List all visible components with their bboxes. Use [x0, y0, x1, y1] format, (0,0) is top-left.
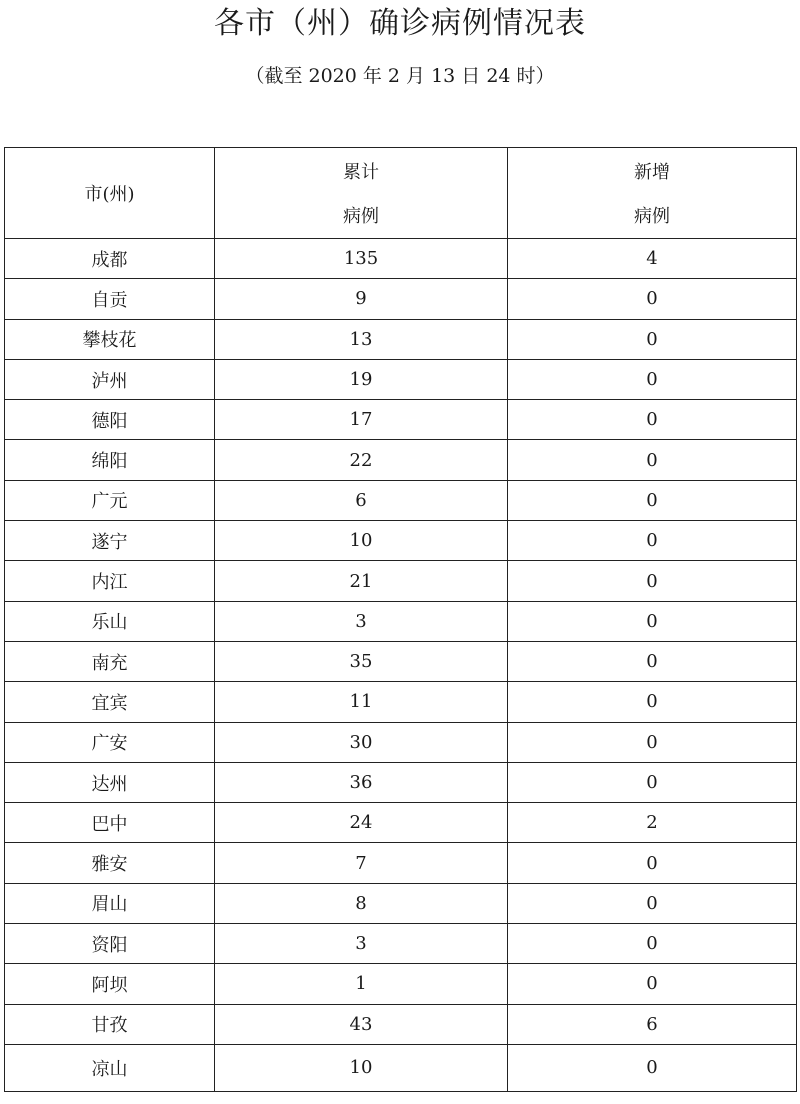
- table-row: [5, 964, 797, 1004]
- table-row: [5, 682, 797, 722]
- cell-new: 0: [508, 480, 797, 520]
- cell-city: 雅安: [5, 843, 215, 883]
- cell-new: 0: [508, 843, 797, 883]
- cell-cumulative: 3: [215, 601, 508, 641]
- cell-cumulative: 43: [215, 1004, 508, 1044]
- cell-city: 泸州: [5, 359, 215, 399]
- cell-city: 巴中: [5, 803, 215, 843]
- cell-city: 南充: [5, 641, 215, 681]
- cell-cumulative: 36: [215, 762, 508, 802]
- cell-new: 0: [508, 319, 797, 359]
- table-row: [5, 319, 797, 359]
- table-row: [5, 601, 797, 641]
- header-new: [508, 148, 797, 239]
- cell-city: 乐山: [5, 601, 215, 641]
- table-row: [5, 480, 797, 520]
- cell-cumulative: 10: [215, 1044, 508, 1091]
- table-row: [5, 279, 797, 319]
- table-row: [5, 641, 797, 681]
- cell-city: 资阳: [5, 924, 215, 964]
- header-cumulative-line1: 累计: [343, 162, 379, 183]
- cell-new: 0: [508, 924, 797, 964]
- cell-city: 达州: [5, 762, 215, 802]
- cell-city: 宜宾: [5, 682, 215, 722]
- table-row: [5, 762, 797, 802]
- cell-city: 绵阳: [5, 440, 215, 480]
- cell-cumulative: 3: [215, 924, 508, 964]
- cell-cumulative: 35: [215, 641, 508, 681]
- header-city-label: 市(州): [84, 184, 135, 205]
- cell-city: 遂宁: [5, 521, 215, 561]
- table-row: [5, 239, 797, 279]
- table-row: [5, 440, 797, 480]
- cell-cumulative: 7: [215, 843, 508, 883]
- cell-cumulative: 135: [215, 239, 508, 279]
- cell-new: 2: [508, 803, 797, 843]
- table-row: [5, 803, 797, 843]
- table-row: [5, 521, 797, 561]
- table-header-row: [5, 148, 797, 239]
- cell-new: 0: [508, 601, 797, 641]
- cell-new: 0: [508, 440, 797, 480]
- cell-new: 0: [508, 641, 797, 681]
- header-new-line1: 新增: [634, 162, 670, 183]
- header-city: [5, 148, 215, 239]
- table-row: [5, 359, 797, 399]
- cell-cumulative: 22: [215, 440, 508, 480]
- cell-new: 6: [508, 1004, 797, 1044]
- cell-new: 0: [508, 400, 797, 440]
- table-row: [5, 1004, 797, 1044]
- cell-cumulative: 24: [215, 803, 508, 843]
- cell-city: 内江: [5, 561, 215, 601]
- cell-cumulative: 8: [215, 883, 508, 923]
- page-subtitle: （截至 2020 年 2 月 13 日 24 时）: [245, 65, 555, 87]
- cell-cumulative: 19: [215, 359, 508, 399]
- cell-cumulative: 13: [215, 319, 508, 359]
- cell-city: 成都: [5, 239, 215, 279]
- cell-new: 0: [508, 722, 797, 762]
- cell-cumulative: 10: [215, 521, 508, 561]
- cell-new: 0: [508, 359, 797, 399]
- table-row: [5, 843, 797, 883]
- cell-cumulative: 30: [215, 722, 508, 762]
- table-body: [5, 239, 797, 1092]
- cases-table: [4, 147, 797, 1092]
- cell-new: 4: [508, 239, 797, 279]
- cell-new: 0: [508, 1044, 797, 1091]
- table-row: [5, 400, 797, 440]
- cell-city: 广元: [5, 480, 215, 520]
- cell-new: 0: [508, 682, 797, 722]
- cell-city: 阿坝: [5, 964, 215, 1004]
- cell-cumulative: 9: [215, 279, 508, 319]
- table-row: [5, 722, 797, 762]
- table-row: [5, 924, 797, 964]
- cell-new: 0: [508, 964, 797, 1004]
- page-title: 各市（州）确诊病例情况表: [214, 6, 586, 41]
- cell-city: 攀枝花: [5, 319, 215, 359]
- cell-cumulative: 1: [215, 964, 508, 1004]
- cell-city: 甘孜: [5, 1004, 215, 1044]
- table-row: [5, 561, 797, 601]
- cell-city: 自贡: [5, 279, 215, 319]
- cell-new: 0: [508, 561, 797, 601]
- cell-cumulative: 17: [215, 400, 508, 440]
- cell-new: 0: [508, 883, 797, 923]
- header-cumulative-line2: 病例: [343, 206, 379, 227]
- header-new-line2: 病例: [634, 206, 670, 227]
- cell-city: 德阳: [5, 400, 215, 440]
- header-cumulative: [215, 148, 508, 239]
- cell-city: 广安: [5, 722, 215, 762]
- table-row: [5, 883, 797, 923]
- cell-cumulative: 21: [215, 561, 508, 601]
- cell-new: 0: [508, 521, 797, 561]
- cell-cumulative: 6: [215, 480, 508, 520]
- cell-city: 凉山: [5, 1044, 215, 1091]
- table-row: [5, 1044, 797, 1091]
- cell-city: 眉山: [5, 883, 215, 923]
- cell-cumulative: 11: [215, 682, 508, 722]
- cell-new: 0: [508, 279, 797, 319]
- cell-new: 0: [508, 762, 797, 802]
